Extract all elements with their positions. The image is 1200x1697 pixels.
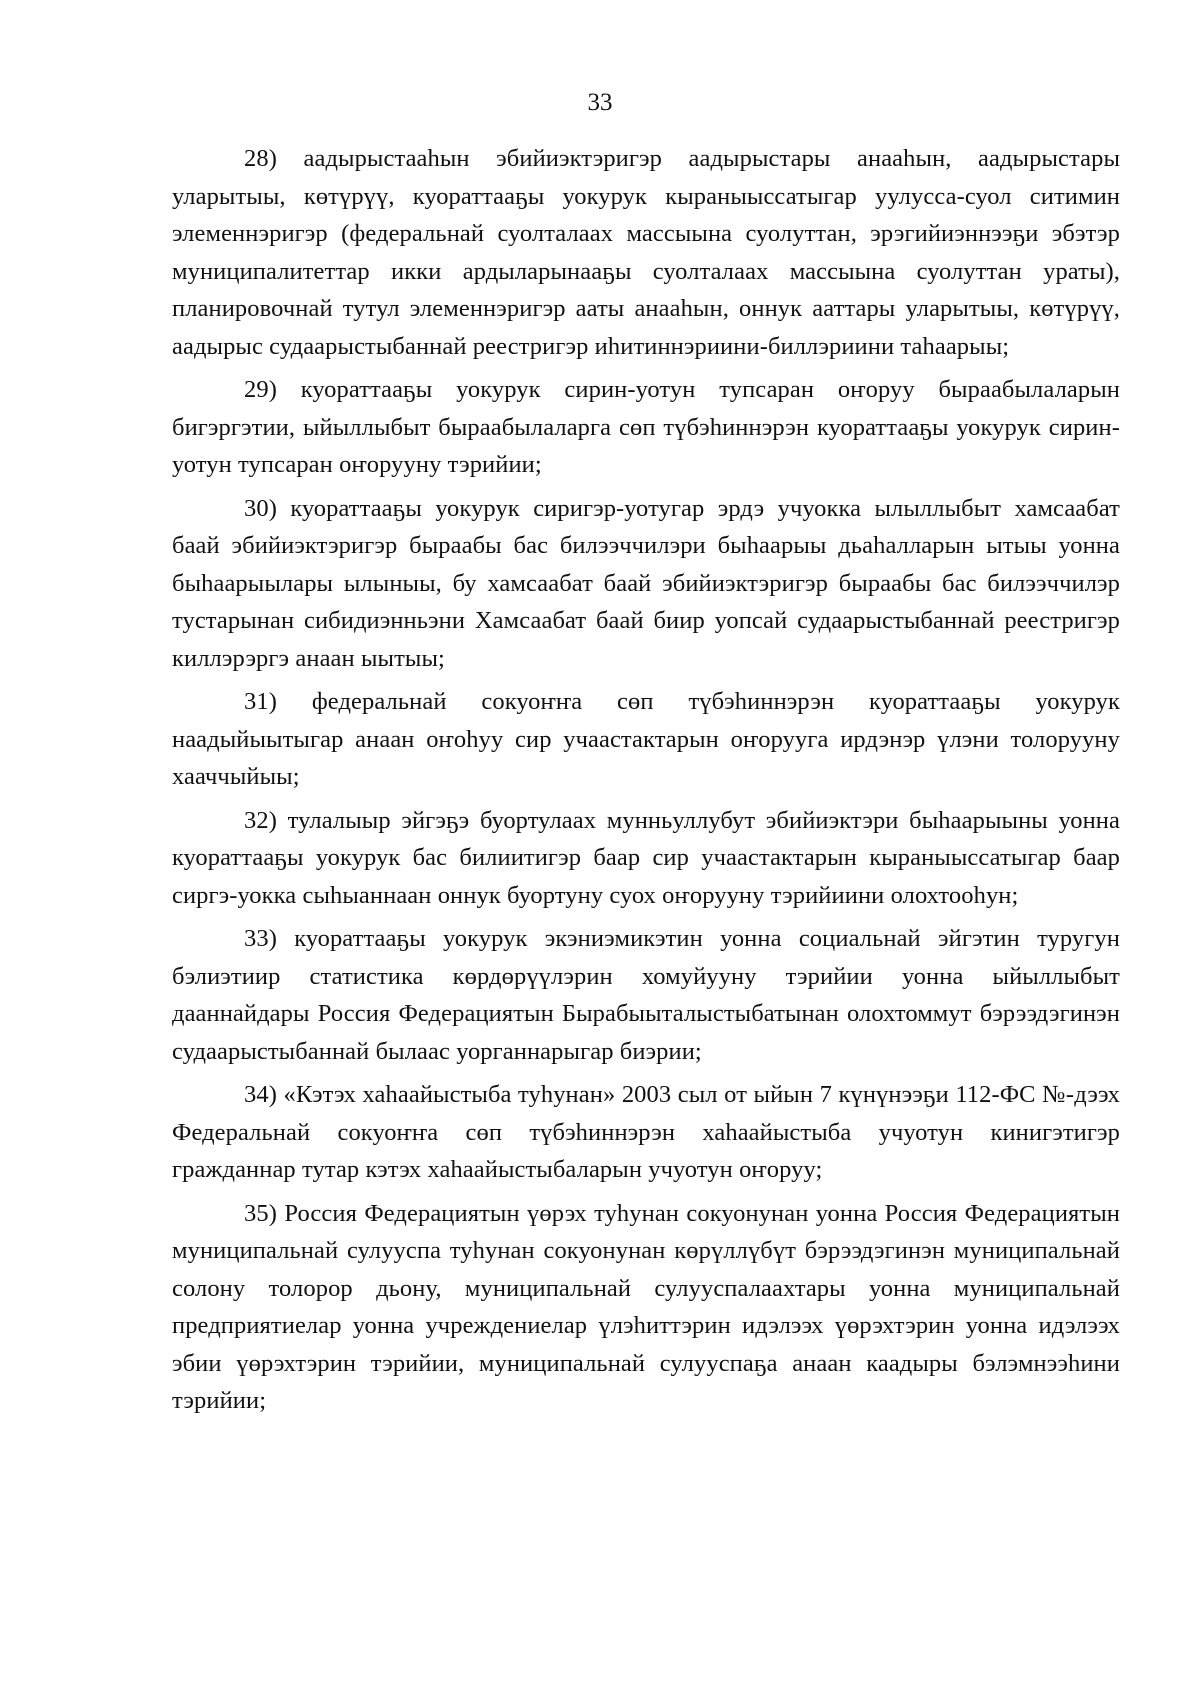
list-item-35: 35) Россия Федерациятын үөрэх туһунан сокуонунан уонна Россия Федерациятын муниципальнай сулууспа туһунан сокуонунан көрүллүбүт бэрээдэгинэн муниципальнай солону толорор дьону, муниципальнай сулууспалаахтары уонна муниципальнай предприятиелар уонна учреждениелар үлэһиттэрин идэлээх үөрэхтэрин уонна идэлээх эбии үөрэхтэрин тэрийии, муниципальнай сулууспаҕа анаан каадыры бэлэмнээһини тэрийии; <box>172 1199 1120 1414</box>
list-item-29: 29) куораттааҕы уокурук сирин-уотун тупсаран оҥоруу быраабылаларын бигэргэтии, ыйыллыбыт быраабылаларга сөп түбэһиннэрэн куораттааҕы уокурук сирин-уотун тупсаран оҥорууну тэрийии; <box>172 376 1120 478</box>
list-item-30: 30) куораттааҕы уокурук сиригэр-уотугар эрдэ учуокка ылыллыбыт хамсаабат баай эбийиэктэригэр быраабы бас билээччилэри быһаарыы дьаһалларын ытыы уонна быһаарыылары ылыныы, бу хамсаабат баай эбийиэктэригэр быраабы бас билээччилэр тустарынан сибидиэнньэни Хамсаабат баай биир уопсай судаарыстыбаннай реестригэр киллэрэргэ анаан ыытыы; <box>172 494 1120 672</box>
list-item-28: 28) аадырыстааһын эбийиэктэригэр аадырыстары анааһын, аадырыстары уларытыы, көтүрүү, куораттааҕы уокурук кыраныыссатыгар уулусса-суол ситимин элеменнэригэр (федеральнай суолталаах массыына суолуттан, эрэгийиэннээҕи эбэтэр муниципалитеттар икки ардыларынааҕы суолталаах массыына суолуттан ураты), планировочнай тутул элеменнэригэр ааты анааһын, оннук ааттары уларытыы, көтүрүү, аадырыс судаарыстыбаннай реестригэр иһитиннэриини-биллэриини таһаарыы; <box>172 145 1120 360</box>
list-item-34: 34) «Кэтэх хаһаайыстыба туһунан» 2003 сыл от ыйын 7 күнүнээҕи 112-ФС №-дээх Федеральнай сокуоҥҥа сөп түбэһиннэрэн хаһаайыстыба учуотун кинигэтигэр гражданнар тутар кэтэх хаһаайыстыбаларын учуотун оҥоруу; <box>172 1081 1120 1183</box>
document-body <box>172 140 1120 1426</box>
list-item-31: 31) федеральнай сокуоҥҥа сөп түбэһиннэрэн куораттааҕы уокурук наадыйыытыгар анаан оҥоһуу сир учаастактарын оҥорууга ирдэнэр үлэни толорууну хааччыйыы; <box>172 688 1120 790</box>
list-item-33: 33) куораттааҕы уокурук экэниэмикэтин уонна социальнай эйгэтин туругун бэлиэтиир статистика көрдөрүүлэрин хомуйууну тэрийии уонна ыйыллыбыт дааннайдары Россия Федерациятын Бырабыыталыстыбатынан олохтоммут бэрээдэгинэн судаарыстыбаннай былаас уорганнарыгар биэрии; <box>172 925 1120 1065</box>
list-item-32: 32) тулалыыр эйгэҕэ буортулаах мунньуллубут эбийиэктэри быһаарыыны уонна куораттааҕы уокурук бас билиитигэр баар сир учаастактарын кыраныыссатыгар баар сиргэ-уокка сыһыаннаан оннук буортуну суох оҥорууну тэрийиини олохтооһун; <box>172 806 1120 909</box>
page-number: 33 <box>587 89 613 116</box>
